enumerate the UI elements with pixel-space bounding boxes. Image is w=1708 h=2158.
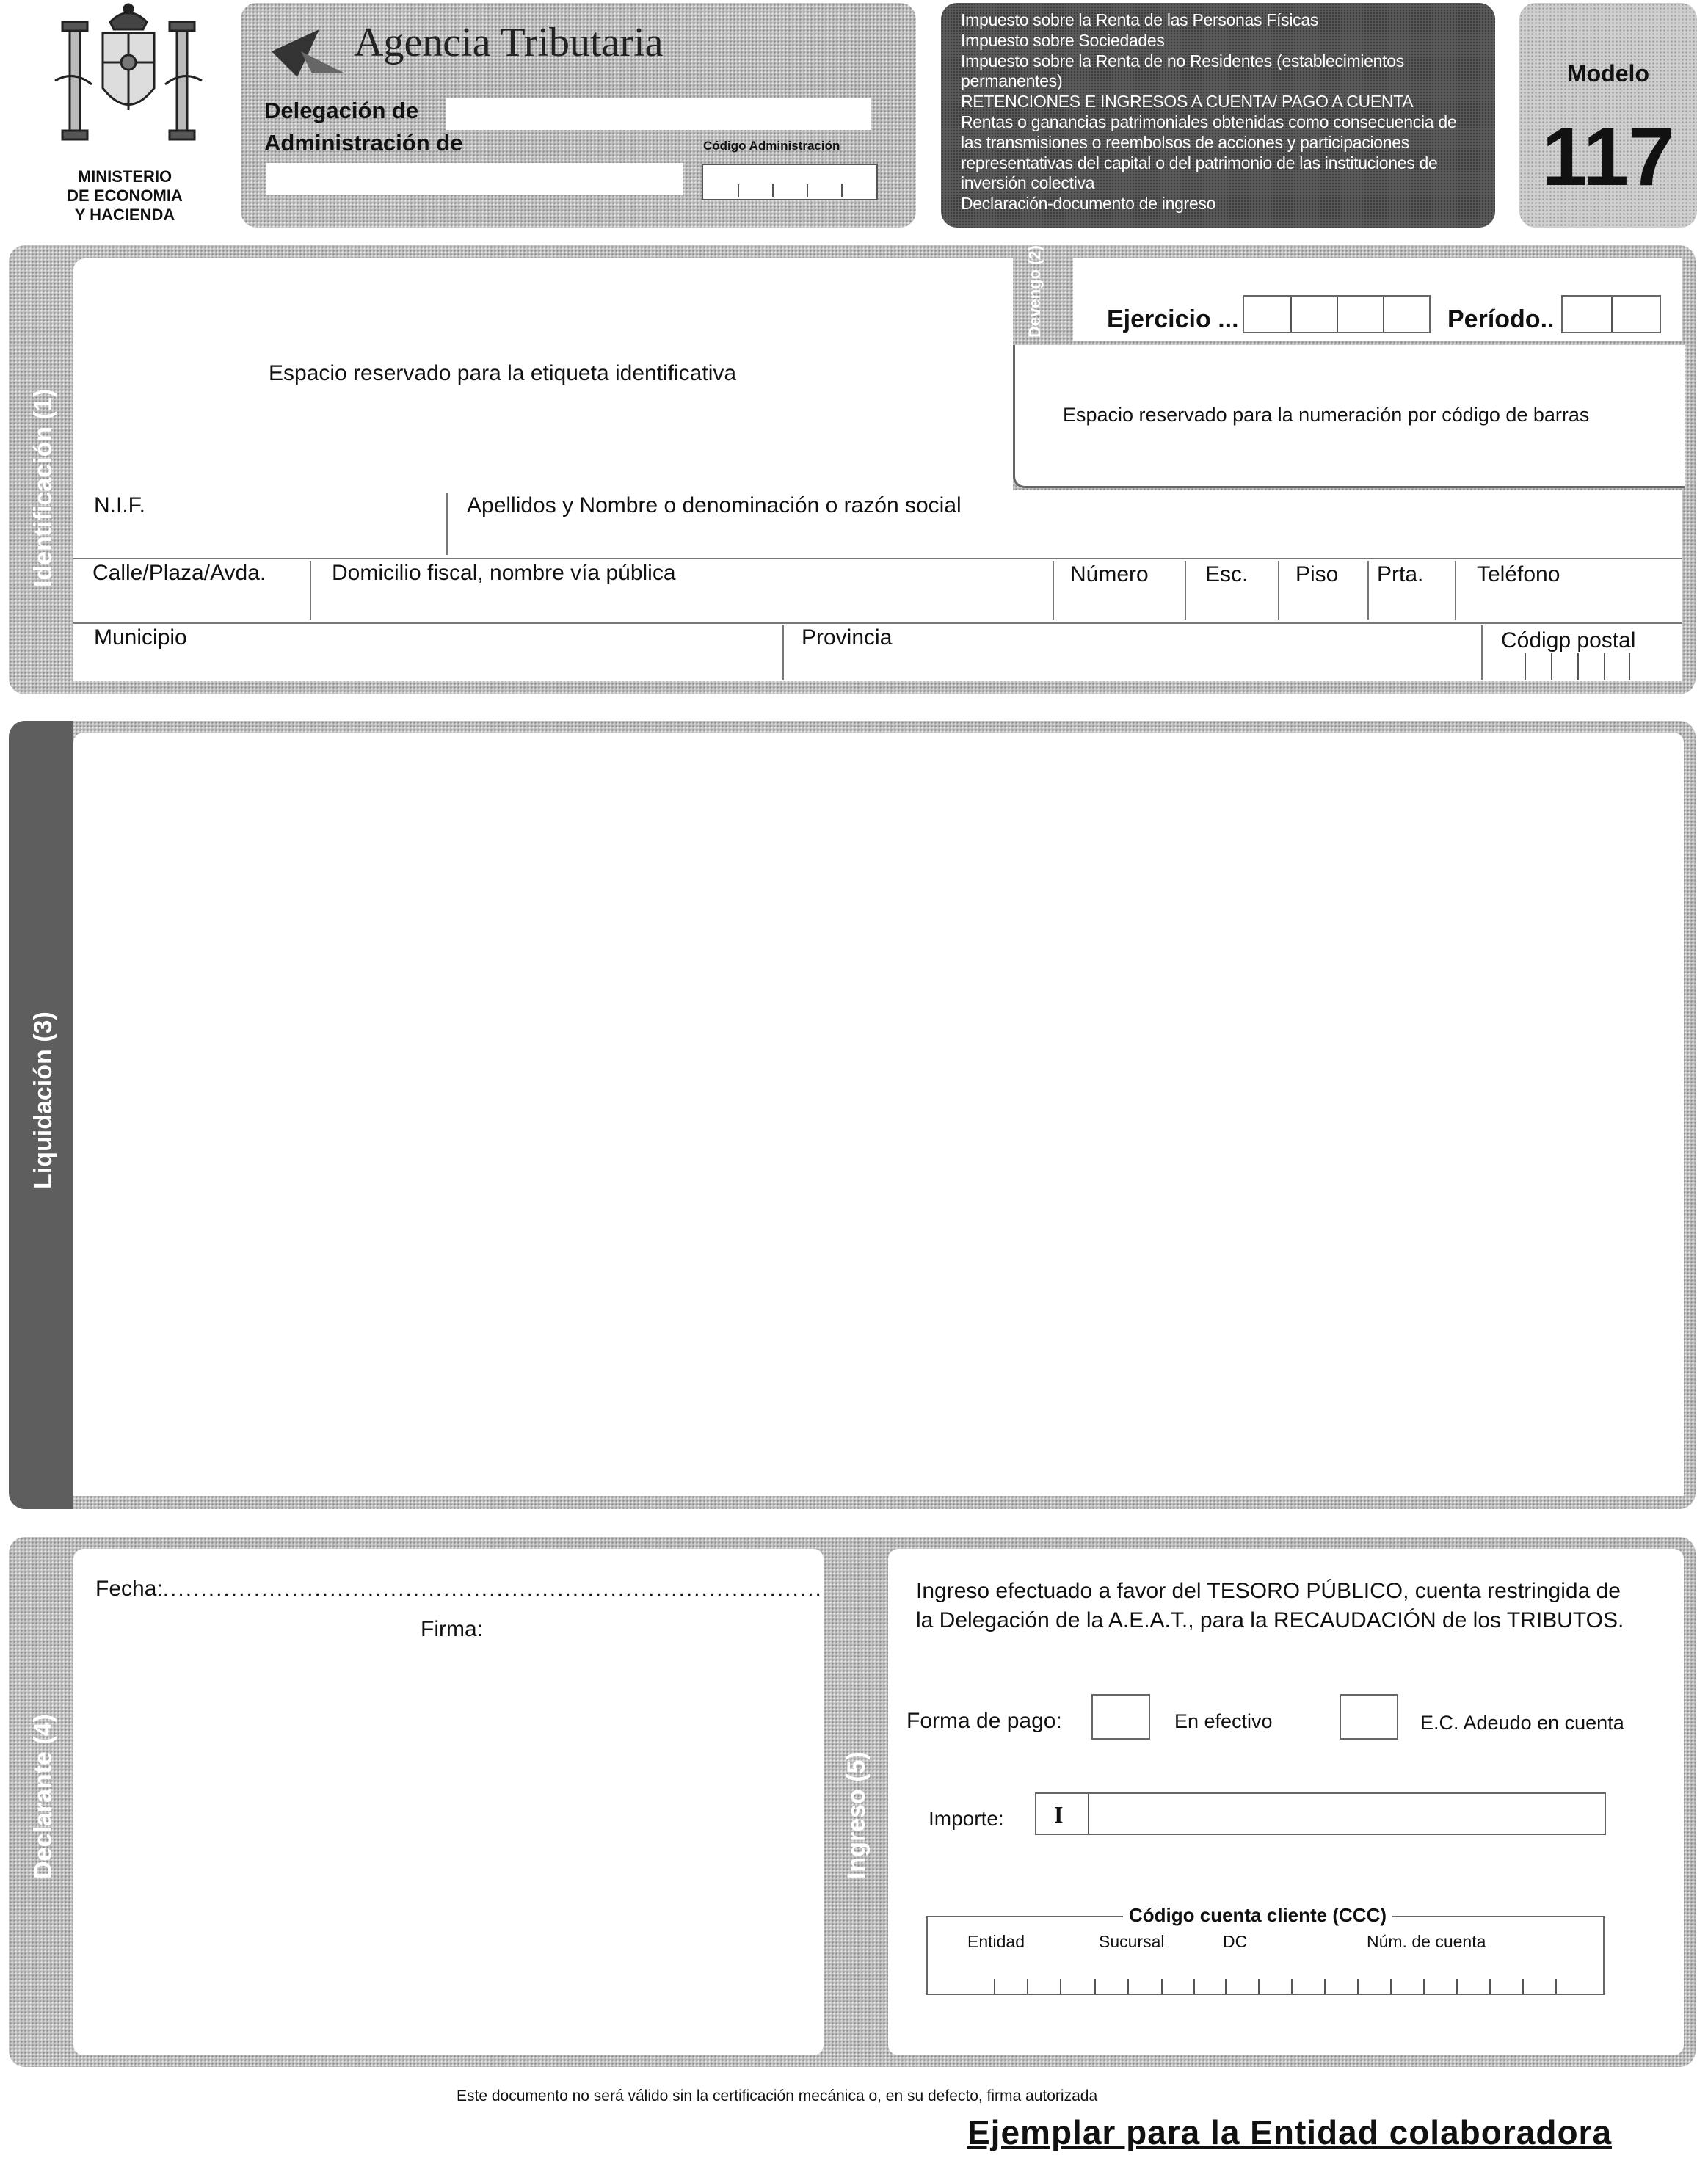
ccc-title: Código cuenta cliente (CCC) (1123, 1904, 1392, 1927)
ministry-line-3: Y HACIENDA (74, 206, 175, 224)
tax-line: inversión colectiva (961, 173, 1095, 193)
declarante-section-label: Declarante (4) (29, 1714, 57, 1879)
sucursal-label: Sucursal (1099, 1932, 1165, 1951)
validity-note: Este documento no será válido sin la certificación mecánica o, en su defecto, firma autorizada (457, 2088, 1098, 2104)
forma-pago-label: Forma de pago: (906, 1709, 1062, 1733)
importe-field[interactable] (1035, 1792, 1606, 1835)
tax-line: Impuesto sobre Sociedades (961, 30, 1165, 50)
fecha-label: Fecha:....................................................................................... (95, 1577, 823, 1601)
prta-label: Prta. (1377, 562, 1424, 586)
ingreso-text-line-2: la Delegación de la A.E.A.T., para la RECAUDACIÓN de los TRIBUTOS. (916, 1608, 1624, 1632)
devengo-label: Devengo (2) (1025, 245, 1044, 338)
domicilio-label: Domicilio fiscal, nombre vía pública (332, 561, 676, 585)
tax-line: RETENCIONES E INGRESOS A CUENTA/ PAGO A CUENTA (961, 92, 1414, 112)
codigo-postal-field[interactable] (1525, 653, 1629, 680)
tax-line: Impuesto sobre la Renta de las Personas Físicas (961, 10, 1319, 29)
esc-label: Esc. (1205, 562, 1249, 586)
domicilio-row (73, 559, 1682, 622)
ministry-line-1: MINISTERIO (77, 167, 172, 186)
modelo-number: 117 (1541, 111, 1675, 203)
piso-label: Piso (1295, 562, 1339, 586)
numero-label: Número (1070, 562, 1149, 586)
administracion-label: Administración de (264, 130, 463, 156)
ingreso-text-line-1: Ingreso efectuado a favor del TESORO PÚBLICO, cuenta restringida de (916, 1579, 1621, 1603)
ingreso-section-label: Ingreso (5) (843, 1751, 871, 1879)
adeudo-label: E.C. Adeudo en cuenta (1420, 1712, 1624, 1734)
municipio-label: Municipio (94, 625, 187, 650)
etiqueta-text: Espacio reservado para la etiqueta identificativa (269, 361, 737, 385)
coat-of-arms-icon (40, 0, 217, 158)
adeudo-checkbox[interactable] (1340, 1694, 1398, 1740)
ejercicio-label: Ejercicio ... (1107, 305, 1239, 333)
periodo-field[interactable] (1561, 295, 1661, 333)
barcode-text: Espacio reservado para la numeración por código de barras (1063, 404, 1590, 426)
liquidacion-section-label: Liquidación (3) (29, 1011, 57, 1189)
tax-line: Impuesto sobre la Renta de no Residentes (establecimientos (961, 51, 1404, 70)
importe-label: Importe: (929, 1807, 1004, 1830)
agency-name: Agencia Tributaria (354, 20, 664, 65)
ingreso-text (916, 1577, 1624, 1635)
ministry-line-2: DE ECONOMIA (67, 186, 183, 205)
copy-label: Ejemplar para la Entidad colaboradora (967, 2113, 1613, 2151)
delegacion-label: Delegación de (264, 98, 419, 123)
firma-label: Firma: (421, 1617, 483, 1641)
tax-lines (961, 10, 1489, 214)
tax-line: permanentes) (961, 71, 1063, 91)
fecha-label-text: Fecha: (95, 1577, 163, 1601)
nombre-label: Apellidos y Nombre o denominación o razón social (467, 493, 962, 517)
efectivo-checkbox[interactable] (1091, 1694, 1150, 1740)
importe-prefix: I (1054, 1801, 1064, 1828)
calle-label: Calle/Plaza/Avda. (92, 561, 266, 585)
ccc-box (926, 1916, 1605, 1995)
codigo-postal-label: Códigp postal (1501, 628, 1636, 653)
tax-line: representativas del capital o del patrimonio de las instituciones de (961, 153, 1438, 172)
tax-line: Declaración-documento de ingreso (961, 194, 1216, 214)
efectivo-label: En efectivo (1174, 1710, 1273, 1732)
modelo-label: Modelo (1567, 60, 1649, 87)
delegacion-field[interactable] (446, 98, 871, 130)
codigo-admin-field[interactable] (702, 164, 878, 200)
provincia-label: Provincia (802, 625, 893, 650)
telefono-label: Teléfono (1477, 562, 1560, 586)
nif-label: N.I.F. (94, 493, 146, 517)
codigo-admin-label: Código Administración (703, 139, 840, 153)
entidad-label: Entidad (967, 1932, 1025, 1951)
agency-logo-icon (268, 22, 349, 81)
identificacion-section-label: Identificación (1) (29, 388, 57, 587)
liquidacion-area[interactable] (73, 733, 1684, 1496)
dc-label: DC (1223, 1932, 1248, 1951)
periodo-label: Período.. (1447, 305, 1555, 333)
num-cuenta-label: Núm. de cuenta (1367, 1932, 1486, 1951)
tax-line: Rentas o ganancias patrimoniales obtenidas como consecuencia de (961, 112, 1457, 131)
ejercicio-field[interactable] (1243, 295, 1431, 333)
administracion-field[interactable] (266, 163, 683, 195)
tax-line: las transmisiones o reembolsos de acciones y participaciones (961, 132, 1409, 152)
